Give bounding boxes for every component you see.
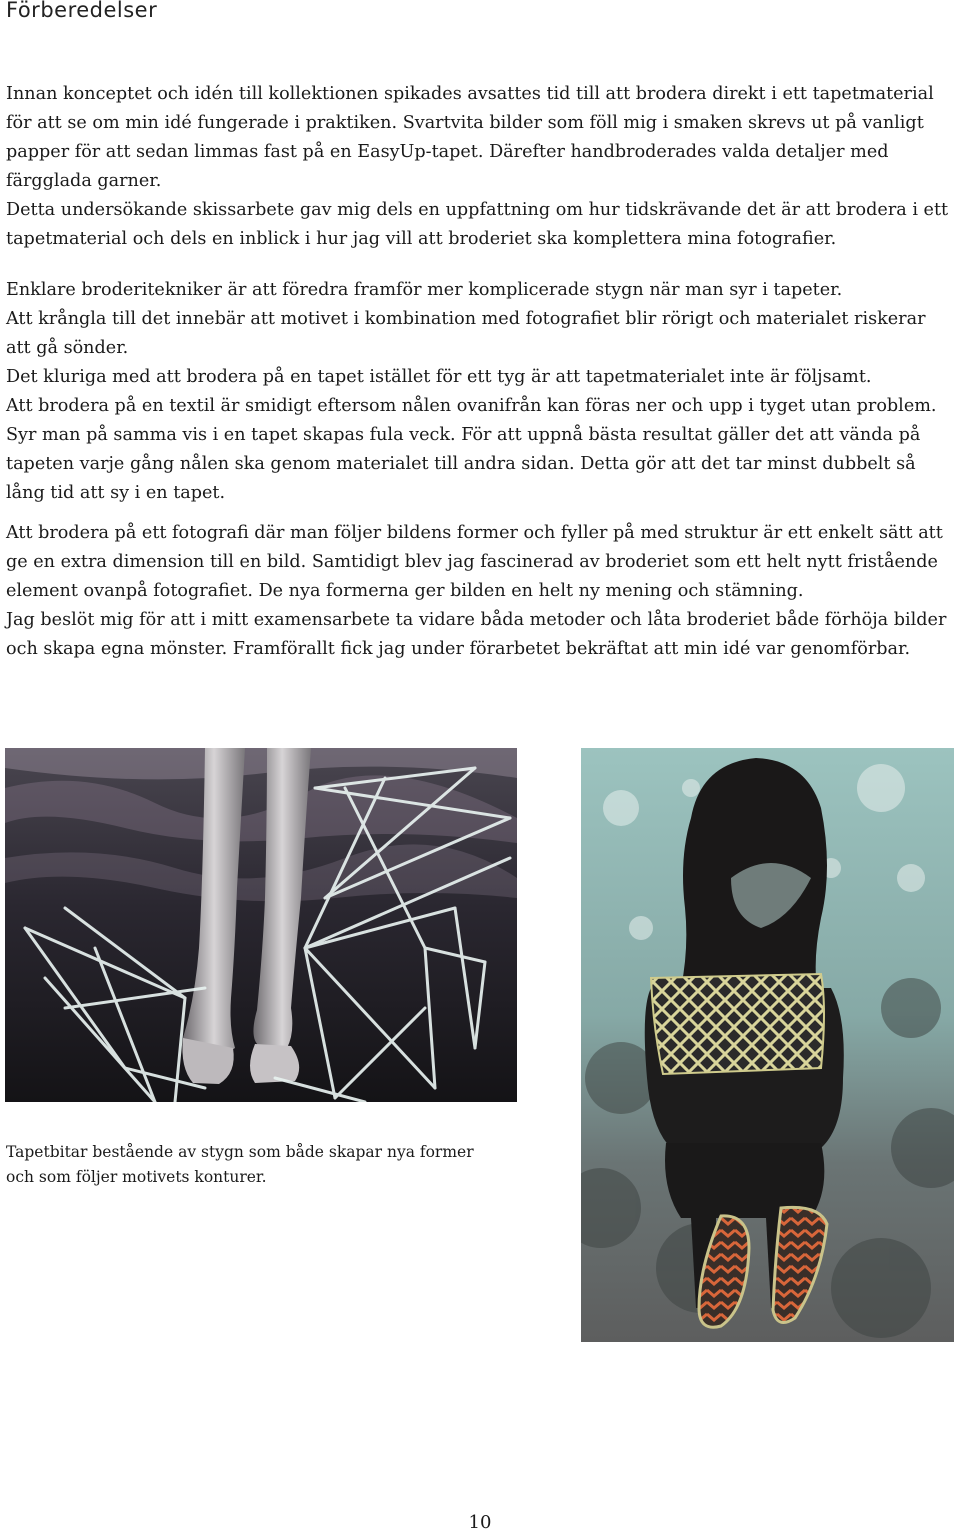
paragraph-line: Att brodera på en textil är smidigt eftersom nålen ovanifrån kan föras ner och upp i tyget utan problem. Syr man på samma vis i en tapet skapas fula veck. För att uppnå bästa resultat gäller det att vända på tapeten varje gång nålen ska genom materialet till andra sidan. Detta gör att det tar minst dubbelt så lång tid att sy i en tapet. [6,396,937,503]
paragraph-line: Att brodera på ett fotografi där man följer bildens former och fyller på med struktur är ett enkelt sätt att ge en extra dimension till en bild. Samtidigt blev jag fascinerad av broderiet som ett helt nytt fristående element ovanpå fotografiet. De nya formerna ger bilden en helt ny mening och stämning. [6,523,943,601]
paragraph-line: Enklare broderitekniker är att föredra framför mer komplicerade stygn när man syr i tapeter. [6,280,843,300]
embroidered-legs-photo [5,748,517,1102]
intro-paragraph [6,80,954,254]
conclusion-paragraph [6,519,954,664]
figure-caption: Tapetbitar bestående av stygn som både skapar nya former och som följer motivets konturer. [6,1143,474,1186]
paragraph-line: Detta undersökande skissarbete gav mig dels en uppfattning om hur tidskrävande det är att brodera i ett tapetmaterial och dels en inblick i hur jag vill att broderiet ska komplettera mina fotografier. [6,200,949,249]
legs-photo-illustration [5,748,517,1102]
page-title: Förberedelser [6,0,158,22]
paragraph-line: Att krångla till det innebär att motivet i kombination med fotografiet blir rörigt och materialet riskerar att gå sönder. [6,309,926,358]
girl-photo-illustration [581,748,954,1342]
page-number: 10 [468,1512,492,1533]
paragraph-line: Jag beslöt mig för att i mitt examensarbete ta vidare båda metoder och låta broderiet både förhöja bilder och skapa egna mönster. Framförallt fick jag under förarbetet bekräftat att min idé var genomförbar. [6,610,947,659]
embroidered-girl-photo [581,748,954,1342]
technique-paragraph [6,276,954,508]
paragraph-line: Innan konceptet och idén till kollektionen spikades avsattes tid till att brodera direkt i ett tapetmaterial för att se om min idé fungerade i praktiken. Svartvita bilder som föll mig i smaken skrevs ut på vanligt papper för att sedan limmas fast på en EasyUp-tapet. Därefter handbroderades valda detaljer med färgglada garner. [6,84,934,191]
paragraph-line: Det kluriga med att brodera på en tapet istället för ett tyg är att tapetmaterialet inte är följsamt. [6,367,872,387]
